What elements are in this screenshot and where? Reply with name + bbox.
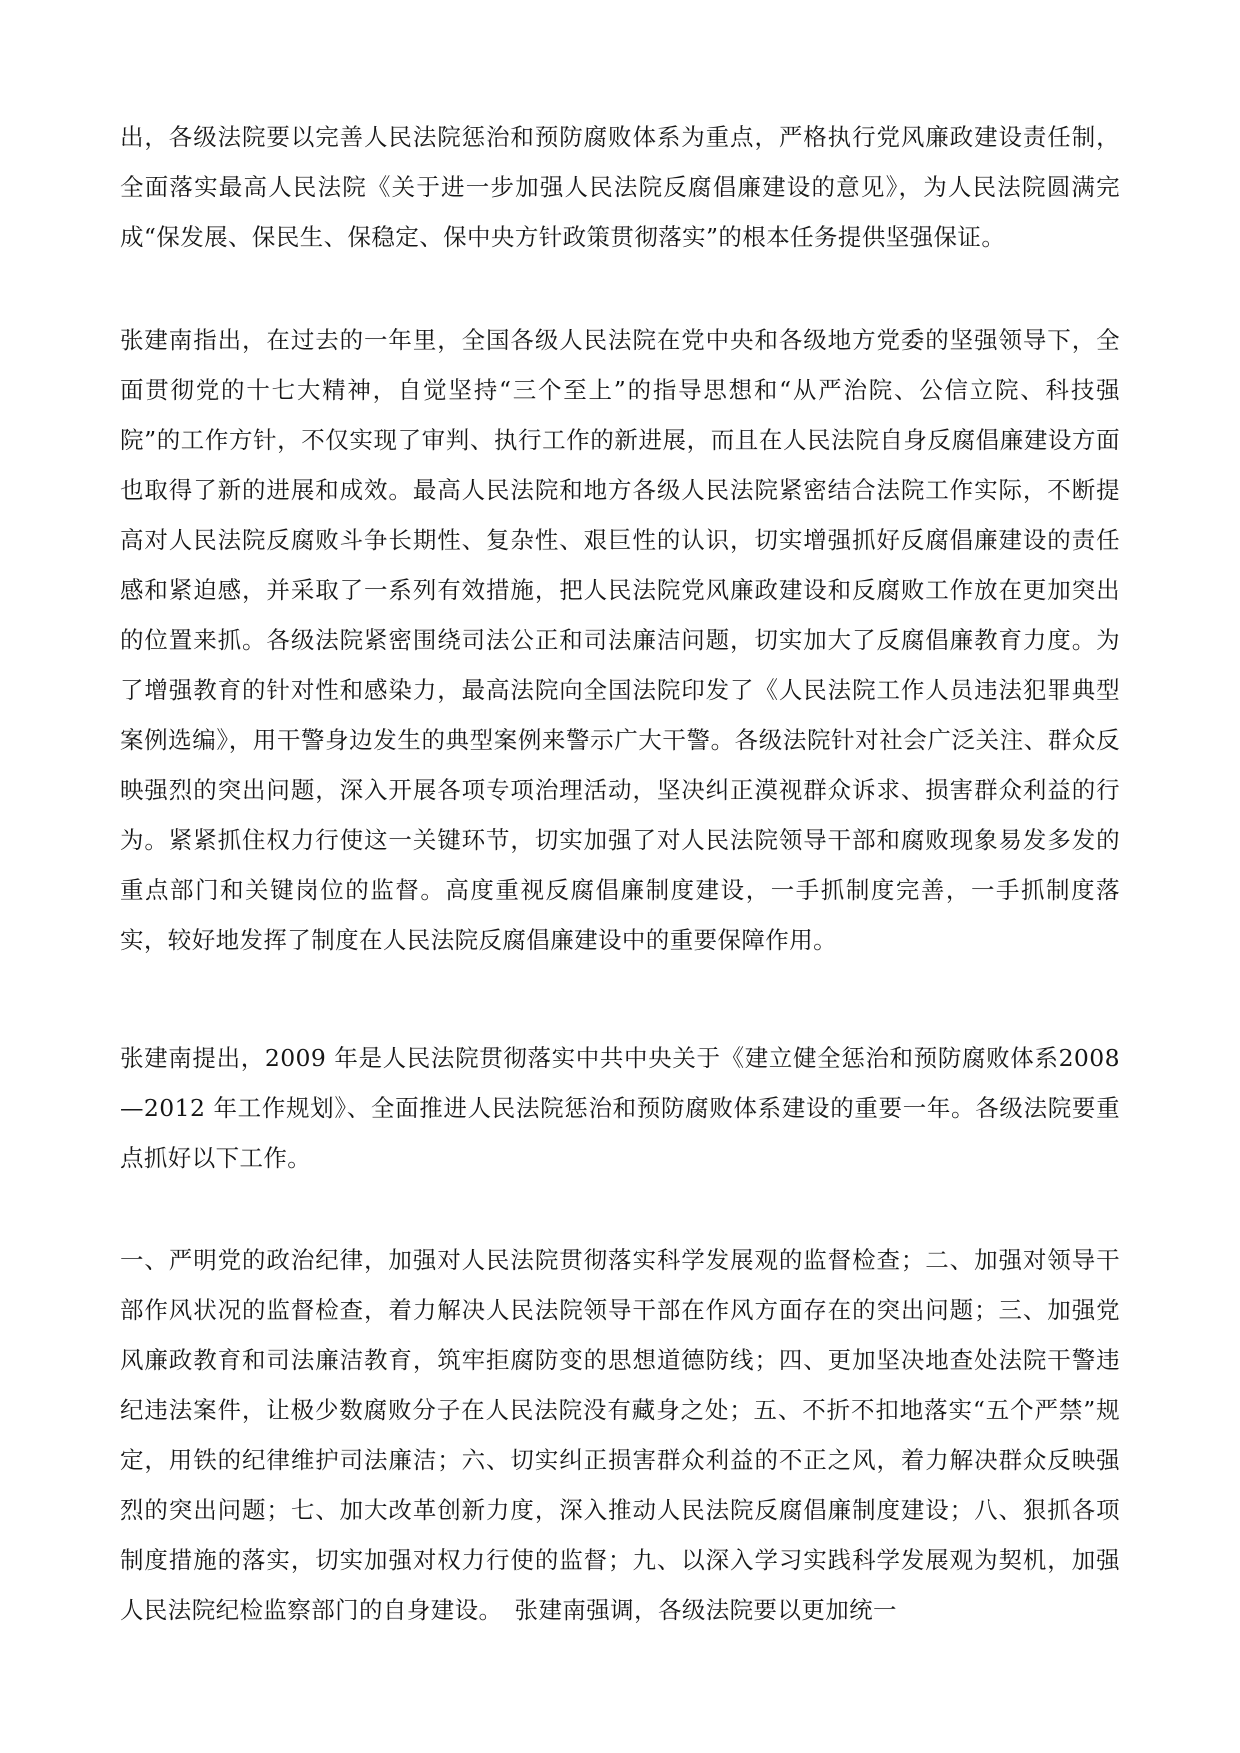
paragraph-3: 张建南提出，2009 年是人民法院贯彻落实中共中央关于《建立健全惩治和预防腐败体系2008—2012 年工作规划》、全面推进人民法院惩治和预防腐败体系建设的重要一年。各级法院要重点抓好以下工作。 (120, 1044, 1120, 1172)
paragraph-4: 一、严明党的政治纪律，加强对人民法院贯彻落实科学发展观的监督检查；二、加强对领导干部作风状况的监督检查，着力解决人民法院领导干部在作风方面存在的突出问题；三、加强党风廉政教育和司法廉洁教育，筑牢拒腐防变的思想道德防线；四、更加坚决地查处法院干警违纪违法案件，让极少数腐败分子在人民法院没有藏身之处；五、不折不扣地落实“五个严禁”规定，用铁的纪律维护司法廉洁；六、切实纠正损害群众利益的不正之风，着力解决群众反映强烈的突出问题；七、加大改革创新力度，深入推动人民法院反腐倡廉制度建设；八、狠抓各项制度措施的落实，切实加强对权力行使的监督；九、以深入学习实践科学发展观为契机，加强人民法院纪检监察部门的自身建设。 张建南强调，各级法院要以更加统一 (120, 1246, 1120, 1624)
paragraph-2: 张建南指出，在过去的一年里，全国各级人民法院在党中央和各级地方党委的坚强领导下，全面贯彻党的十七大精神，自觉坚持“三个至上”的指导思想和“从严治院、公信立院、科技强院”的工作方针，不仅实现了审判、执行工作的新进展，而且在人民法院自身反腐倡廉建设方面也取得了新的进展和成效。最高人民法院和地方各级人民法院紧密结合法院工作实际，不断提高对人民法院反腐败斗争长期性、复杂性、艰巨性的认识，切实增强抓好反腐倡廉建设的责任感和紧迫感，并采取了一系列有效措施，把人民法院党风廉政建设和反腐败工作放在更加突出的位置来抓。各级法院紧密围绕司法公正和司法廉洁问题，切实加大了反腐倡廉教育力度。为了增强教育的针对性和感染力，最高法院向全国法院印发了《人民法院工作人员违法犯罪典型案例选编》，用干警身边发生的典型案例来警示广大干警。各级法院针对社会广泛关注、群众反映强烈的突出问题，深入开展各项专项治理活动，坚决纠正漠视群众诉求、损害群众利益的行为。紧紧抓住权力行使这一关键环节，切实加强了对人民法院领导干部和腐败现象易发多发的重点部门和关键岗位的监督。高度重视反腐倡廉制度建设，一手抓制度完善，一手抓制度落实，较好地发挥了制度在人民法院反腐倡廉建设中的重要保障作用。 (120, 326, 1120, 954)
paragraph-1: 出，各级法院要以完善人民法院惩治和预防腐败体系为重点，严格执行党风廉政建设责任制，全面落实最高人民法院《关于进一步加强人民法院反腐倡廉建设的意见》，为人民法院圆满完成“保发展、保民生、保稳定、保中央方针政策贯彻落实”的根本任务提供坚强保证。 (120, 123, 1120, 251)
